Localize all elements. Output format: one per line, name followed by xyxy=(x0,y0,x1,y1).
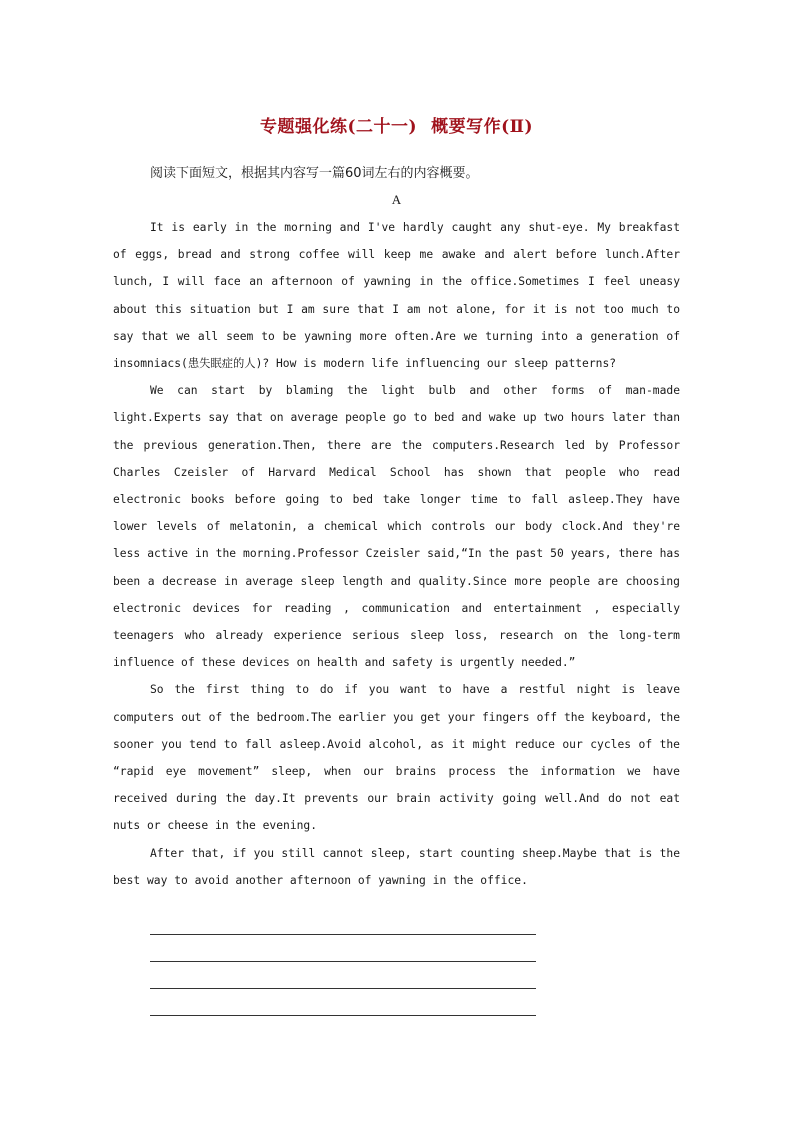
answer-line[interactable] xyxy=(150,935,536,962)
worksheet-page xyxy=(113,112,680,1016)
page-title xyxy=(113,112,680,142)
paragraph-1: It is early in the morning and I've hardly caught any shut-eye. My breakfast of eggs, bread and strong coffee will keep me awake and alert before lunch.After lunch, I will face an afternoon of yawning in the office.Sometimes I feel uneasy about this situation but I am sure that I am not alone, for it is not too much to say that we all seem to be yawning more often.Are we turning into a generation of insomniacs(患失眠症的人)? How is modern life influencing our sleep patterns? xyxy=(113,221,680,371)
paragraph-2: We can start by blaming the light bulb and other forms of man-made light.Experts say that on average people go to bed and wake up two hours later than the previous generation.Then, there are the computers.Research led by Professor Charles Czeisler of Harvard Medical School has shown that people who read electronic books before going to bed take longer time to fall asleep.They have lower levels of melatonin, a chemical which controls our body clock.And they're less active in the morning.Professor Czeisler said,“In the past 50 years, there has been a decrease in average sleep length and quality.Since more people are choosing electronic devices for reading , communication and entertainment , especially teenagers who already experience serious sleep loss, research on the long-term influence of these devices on health and safety is urgently needed.” xyxy=(113,384,680,670)
title-main: 专题强化练(二十一) xyxy=(259,117,418,137)
section-label: A xyxy=(391,192,402,207)
title-sub: 概要写作(Ⅱ) xyxy=(431,117,533,137)
paragraph-4: After that, if you still cannot sleep, start counting sheep.Maybe that is the best way to avoid another afternoon of yawning in the office. xyxy=(113,846,680,887)
answer-lines xyxy=(150,908,536,1016)
paragraph-3: So the first thing to do if you want to have a restful night is leave computers out of the bedroom.The earlier you get your fingers off the keyboard, the sooner you tend to fall asleep.Avoid alcohol, as it might reduce our cycles of the “rapid eye movement” sleep, when our brains process the information we have received during the day.It prevents our brain activity going well.And do not eat nuts or cheese in the evening. xyxy=(113,683,680,833)
answer-line[interactable] xyxy=(150,908,536,935)
instruction-text: 阅读下面短文，根据其内容写一篇60词左右的内容概要。 xyxy=(150,166,479,181)
answer-line[interactable] xyxy=(150,989,536,1016)
answer-line[interactable] xyxy=(150,962,536,989)
